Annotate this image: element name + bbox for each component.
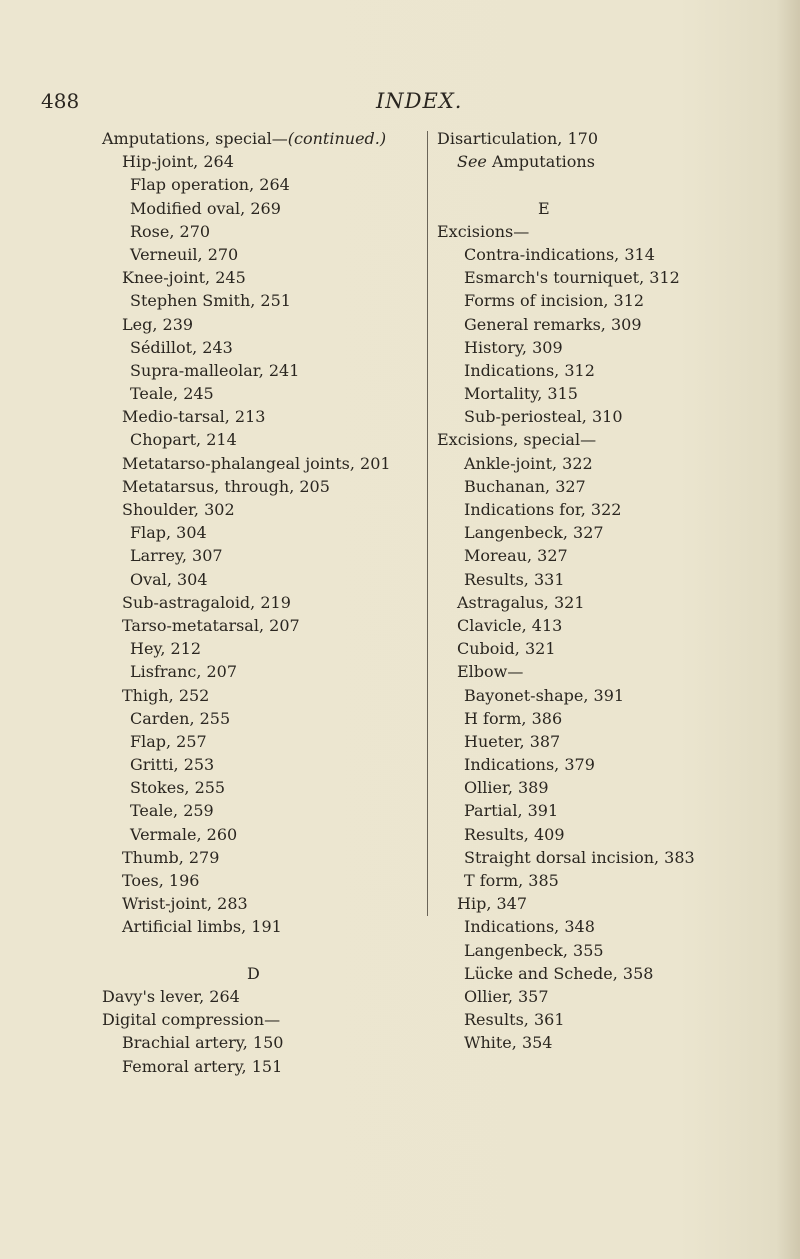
index-entry: Astragalus, 321	[457, 592, 585, 612]
index-entry: Indications, 379	[464, 755, 595, 775]
index-entry: Flap, 257	[130, 731, 207, 751]
index-entry: Indications, 312	[464, 360, 595, 380]
index-entry: Excisions, special—	[437, 430, 597, 450]
index-entry: Carden, 255	[130, 708, 231, 728]
index-entry: Toes, 196	[122, 871, 200, 890]
index-entry: Sub-astragaloid, 219	[122, 592, 291, 612]
index-entry: T form, 385	[464, 871, 559, 890]
index-entry: Excisions—	[437, 221, 530, 241]
index-entry: Digital compression—	[102, 1010, 281, 1030]
index-entry: Larrey, 307	[130, 546, 223, 566]
index-entry: Davy's lever, 264	[102, 986, 240, 1006]
index-entry: General remarks, 309	[464, 314, 642, 334]
index-entry: Thigh, 252	[122, 685, 210, 705]
index-entry: Disarticulation, 170	[437, 129, 599, 148]
spacer	[437, 173, 782, 196]
index-entry: Indications for, 322	[464, 500, 622, 519]
index-entry: Results, 331	[464, 569, 565, 589]
index-entry: Cuboid, 321	[457, 639, 556, 659]
index-entry: Stephen Smith, 251	[130, 291, 291, 311]
section-letter-e: E	[538, 198, 550, 218]
index-entry: Medio-tarsal, 213	[122, 407, 266, 427]
index-entry: Metatarsus, through, 205	[122, 476, 330, 496]
index-entry: White, 354	[464, 1033, 553, 1053]
index-entry: Sub-periosteal, 310	[464, 407, 623, 427]
index-entry: Leg, 239	[122, 314, 194, 334]
index-entry: Shoulder, 302	[122, 500, 235, 519]
index-entry: Contra-indications, 314	[464, 244, 655, 264]
right-column	[437, 127, 782, 1055]
index-entry: Metatarso-phalangeal joints, 201	[122, 453, 391, 473]
index-entry: H form, 386	[464, 708, 563, 728]
index-entry: Mortality, 315	[464, 384, 578, 404]
index-entry: Knee-joint, 245	[122, 268, 246, 288]
index-entry: Hey, 212	[130, 639, 202, 659]
index-entry: Sédillot, 243	[130, 337, 233, 357]
index-entry: Bayonet-shape, 391	[464, 685, 625, 705]
column-divider	[427, 131, 428, 916]
index-entry: Clavicle, 413	[457, 615, 563, 635]
index-entry: Femoral artery, 151	[122, 1056, 283, 1076]
index-entry: Partial, 391	[464, 801, 559, 821]
index-entry: Amputations, special—(continued.)	[102, 129, 387, 148]
index-entry: Hip, 347	[457, 894, 528, 914]
index-entry: Modified oval, 269	[130, 198, 281, 218]
index-entry: Teale, 259	[130, 801, 214, 821]
index-entry: Langenbeck, 355	[464, 940, 604, 960]
index-entry: Ankle-joint, 322	[464, 453, 593, 473]
index-entry: Teale, 245	[130, 384, 214, 404]
index-entry: Langenbeck, 327	[464, 523, 604, 543]
index-entry: Straight dorsal incision, 383	[464, 847, 695, 867]
running-head: INDEX.	[376, 89, 463, 113]
index-entry: Gritti, 253	[130, 755, 215, 775]
index-entry: Lücke and Schede, 358	[464, 963, 654, 983]
index-entry: Buchanan, 327	[464, 476, 586, 496]
index-entry: Chopart, 214	[130, 430, 237, 450]
index-entry: Stokes, 255	[130, 778, 226, 798]
index-entry: Tarso-metatarsal, 207	[122, 615, 300, 635]
index-entry: Moreau, 327	[464, 546, 568, 566]
index-entry: Results, 361	[464, 1010, 565, 1030]
index-entry: Lisfranc, 207	[130, 662, 238, 682]
index-entry: Wrist-joint, 283	[122, 894, 248, 914]
index-entry: Verneuil, 270	[130, 244, 239, 264]
index-entry: Artificial limbs, 191	[122, 917, 282, 937]
index-entry: Esmarch's tourniquet, 312	[464, 268, 680, 288]
section-letter-d: D	[247, 963, 260, 983]
index-entry: Vermale, 260	[130, 824, 238, 844]
index-entry: Hueter, 387	[464, 731, 561, 751]
index-entry: Indications, 348	[464, 917, 595, 937]
index-entry: Flap operation, 264	[130, 175, 290, 195]
left-column	[102, 127, 420, 1078]
index-entry: Flap, 304	[130, 523, 207, 543]
index-entry: Hip-joint, 264	[122, 152, 234, 172]
index-entry: Ollier, 389	[464, 778, 549, 798]
index-entry: Brachial artery, 150	[122, 1033, 284, 1053]
index-entry: Rose, 270	[130, 221, 211, 241]
index-entry: Results, 409	[464, 824, 565, 844]
index-entry: History, 309	[464, 337, 563, 357]
index-entry: Ollier, 357	[464, 986, 549, 1006]
index-entry: Elbow—	[457, 662, 524, 682]
index-entry: Forms of incision, 312	[464, 291, 645, 311]
spacer	[102, 939, 420, 962]
index-entry: Supra-malleolar, 241	[130, 360, 300, 380]
index-entry-see-also: See Amputations	[457, 152, 595, 172]
index-entry: Oval, 304	[130, 569, 208, 589]
index-entry: Thumb, 279	[122, 847, 220, 867]
page-number: 488	[41, 89, 80, 113]
